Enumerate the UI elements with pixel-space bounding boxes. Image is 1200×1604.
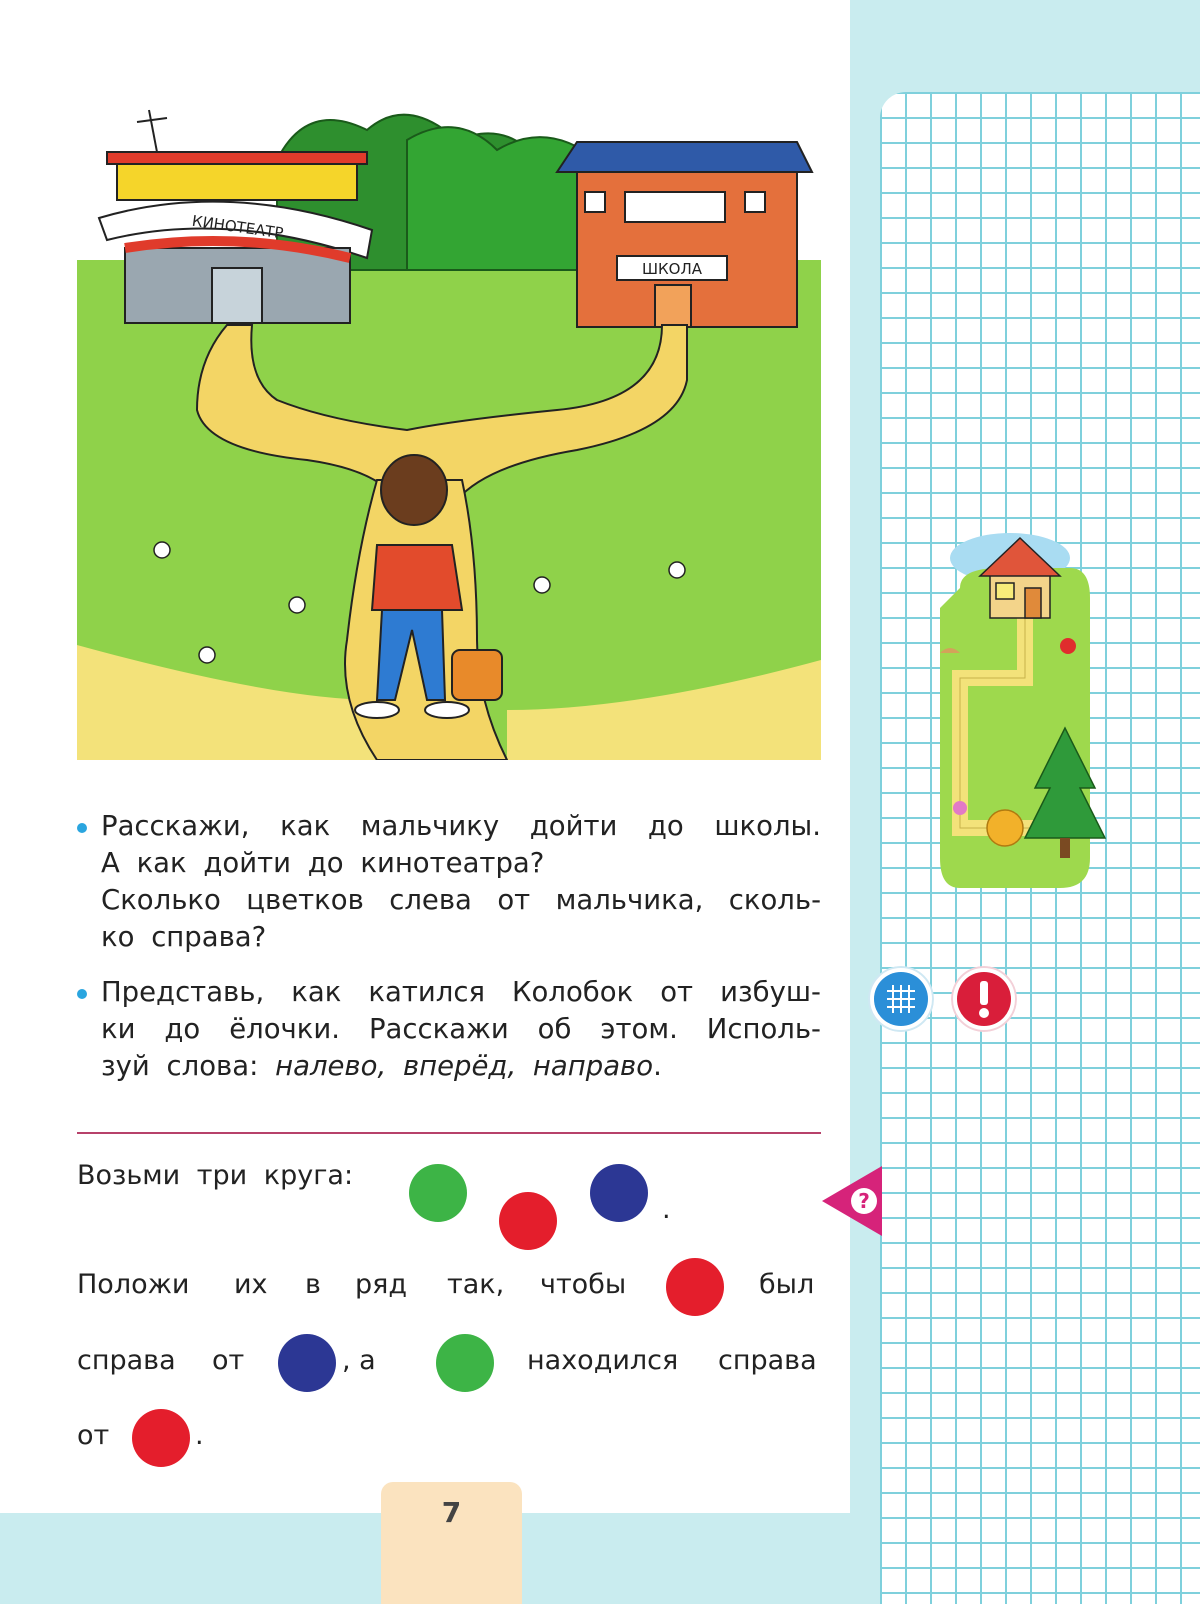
keywords-italic: налево, вперёд, направо [275,1050,654,1082]
task2-line-2: ки до ёлочки. Расскажи об этом. Исполь- [101,1013,821,1045]
task-paragraph-1 [77,808,821,956]
bullet-icon [77,989,87,999]
school-sign: ШКОЛА [641,260,703,278]
blue-circle [278,1334,336,1392]
task1-line-3: Сколько цветков слева от мальчика, сколь- [101,884,822,916]
task3-dot-1: . [662,1194,671,1225]
grid-icon[interactable] [868,966,934,1032]
task1-line-4: ко справа? [101,921,267,953]
red-circle [499,1192,557,1250]
school-building [557,142,812,327]
flower-icon [953,801,967,815]
strawberry-icon [1060,638,1076,654]
cinema-sign: КИНОТЕАТР [190,211,285,243]
page-number-tab [381,1482,522,1604]
kolobok-icon [987,810,1023,846]
task2-line-1: Представь, как катился Колобок от избуш- [101,976,821,1008]
red-circle [666,1258,724,1316]
green-circle [436,1334,494,1392]
question-icon[interactable] [822,1166,882,1236]
page-number: 7 [441,1496,462,1529]
task1-line-1: Расскажи, как мальчику дойти до школы. [101,810,821,842]
red-circle [132,1409,190,1467]
task3-text-1: Возьми три круга: [77,1160,354,1191]
section-divider [77,1132,821,1134]
kolobok-path-map [940,528,1120,900]
bullet-icon [77,823,87,833]
task2-line-3: зуй слова: налево, вперёд, направо. [101,1050,662,1082]
task3-row-1 [77,1160,677,1191]
svg-text:?: ? [858,1189,870,1213]
task-paragraph-2 [77,974,821,1085]
exclamation-icon[interactable] [951,966,1017,1032]
task1-line-2: А как дойти до кинотеатра? [101,847,545,879]
green-circle [409,1164,467,1222]
blue-circle [590,1164,648,1222]
illustration-boy-at-crossroads [77,100,821,760]
